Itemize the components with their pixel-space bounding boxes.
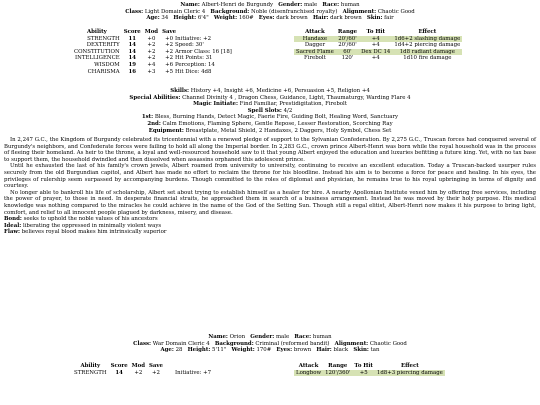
alignment-value: Chaotic Good [377, 8, 415, 15]
eyes-value: brown [293, 347, 312, 354]
backstory-paragraph: Until he exhausted the last of his family's crown jewels, Albert roamed from university to university, continuing to receive an excellent education. Today a Truscan-backed usurper rules securely from the old Burgundian capitol, and Albert has made no effort to reclaim the throne for his bloodline. Instead his aim is to become a force for peace and healing. In his eyes, the privileges of rulership seem surpassed by accompanying burdens. Though committed to the roles of diplomat and physician, he remains true to his royal upbringing in terms of dignity and courtesy. [4, 163, 536, 190]
ability-name: DEXTERITY [86, 42, 120, 49]
hit-dice-value: Hit Dice: 4d8 [175, 68, 212, 75]
flaw-line [4, 229, 536, 236]
char2-header [0, 334, 540, 354]
bond-text: seeks to uphold the noble values of his ancestors [23, 216, 158, 223]
height-label: Height: [187, 347, 211, 354]
char1-ability-table [72, 29, 178, 75]
attack-to-hit: +5 [359, 369, 368, 376]
bond-line [4, 216, 536, 223]
weight-value: 170# [256, 347, 272, 354]
attack-header: Attack [298, 363, 319, 369]
ability-score: 11 [128, 35, 136, 42]
magic-initiate-line [0, 101, 540, 108]
ability-score: 16 [128, 68, 136, 75]
ability-name: WISDOM [94, 61, 120, 68]
attack-to-hit: Dex DC 14 [361, 48, 391, 55]
to-hit-header: To Hit [366, 29, 385, 35]
age-label: Age: [160, 347, 174, 354]
age-label: Age: [146, 15, 160, 22]
ideal-text: liberating the oppressed in minimally violent ways [22, 222, 162, 229]
level2-spells: Calm Emotions, Flaming Sphere, Gentle Repose, Lesser Restoration, Scorching Ray [162, 120, 393, 127]
save-header: Save [162, 29, 177, 35]
age-value: 34 [161, 15, 169, 22]
equipment-line [0, 128, 540, 135]
bond-label: Bond: [4, 216, 22, 223]
range-header: Range [337, 29, 358, 35]
attack-range: 60' [343, 48, 352, 55]
attack-name: Longbow [296, 369, 322, 376]
background-value: Noble (disenfranchised royalty) [251, 8, 338, 15]
score-header: Score [123, 29, 141, 35]
ability-header: Ability [86, 29, 107, 35]
flaw-label: Flaw: [4, 229, 20, 236]
attack-range: 120' [341, 55, 354, 62]
ideal-label: Ideal: [4, 222, 22, 229]
gender-label: Gender: [250, 334, 275, 340]
attack-row [294, 36, 462, 43]
ability-save: +2 [152, 369, 160, 376]
ability-name: STRENGTH [87, 35, 120, 42]
skin-value: tan [370, 347, 380, 354]
attack-range: 20'/60' [338, 35, 357, 42]
ability-mod: +0 [147, 35, 156, 42]
class-value: War Domain Cleric 4 [152, 340, 210, 347]
character-name: Orion [229, 334, 246, 340]
ability-row [72, 62, 178, 69]
level2-label: 2nd: [147, 120, 161, 127]
eyes-label: Eyes: [258, 15, 275, 22]
char1-backstory [4, 137, 536, 236]
ability-name: INTELLIGENCE [75, 55, 120, 62]
attack-effect: 1d4+2 piercing damage [394, 42, 461, 49]
char2-derived-stats [173, 370, 213, 377]
hair-label: Hair: [316, 347, 332, 354]
gender-value: male [275, 334, 290, 340]
char2-class-line [0, 341, 540, 348]
char1-class-line [0, 9, 540, 16]
character-name: Albert-Henri de Burgundy [201, 2, 274, 8]
attack-name: Sacred Flame [296, 48, 334, 55]
ability-score: 14 [128, 42, 136, 49]
eyes-value: dark brown [276, 15, 308, 22]
ability-row [72, 69, 178, 76]
ability-mod: +2 [147, 55, 156, 62]
ideal-line [4, 223, 536, 230]
spell-slots-line [0, 108, 540, 115]
name-label: Name: [208, 334, 228, 340]
skin-value: fair [384, 15, 394, 22]
armor-class-value: Armor Class: 16 [18] [175, 48, 232, 55]
equipment-label: Equipment: [148, 127, 184, 134]
attack-to-hit: +4 [371, 35, 380, 42]
ability-save: +6 [165, 61, 174, 68]
slots-label: Spell Slots: [247, 107, 282, 114]
height-label: Height: [173, 15, 197, 22]
perception-value: Perception: 14 [175, 61, 215, 68]
background-label: Background: [210, 8, 250, 15]
height-value: 5'11" [212, 347, 227, 354]
mod-header: Mod [131, 363, 145, 369]
special-value: Channel Divinity 4 , Dragon Chess, Guidance, Light, Thaumaturgy, Warding Flare 4 [182, 94, 411, 101]
equipment-value: Breastplate, Metal Shield, 2 Handaxes, 2 Daggers, Holy Symbol, Chess Set [185, 127, 392, 134]
char2-ability-table [72, 363, 165, 376]
level1-label: 1st: [141, 114, 154, 121]
race-value: human [340, 2, 360, 8]
attack-row [294, 42, 462, 49]
ability-mod: +2 [147, 48, 156, 55]
skin-label: Skin: [366, 15, 383, 22]
background-value: Criminal (reformed bandit) [255, 340, 330, 347]
skin-label: Skin: [353, 347, 369, 354]
attack-to-hit: +4 [371, 55, 380, 62]
effect-header: Effect [418, 29, 437, 35]
eyes-label: Eyes: [276, 347, 293, 354]
ability-header: Ability [80, 363, 101, 369]
ability-save: +2 [165, 48, 174, 55]
initiative-value: Initiative: +2 [175, 35, 212, 42]
char2-identity-line [0, 334, 540, 341]
hit-points-value: Hit Points: 31 [175, 55, 213, 62]
ability-score: 14 [128, 55, 136, 62]
attack-effect: 1d8+3 piercing damage [376, 369, 443, 376]
ability-row [72, 370, 165, 377]
char1-attack-table [294, 29, 462, 62]
backstory-paragraph: In 2,247 G.C., the Kingdom of Burgundy celebrated its tricentennial with a renewed pledge of support to the Sylvanian Confederation. By 2,275 G.C., Truscan forces had conquered several of Burgundy's neighbors, and Confederate forces were failing to hold all along the Imperial border. In 2,283 G.C., crown prince Albert-Henri was born while the royal household was in the process of fleeing their homeland. As heir to the throne, a loyal and well-resourced household saw to it that young Albert enjoyed the education and luxuries befitting a future king. Yet, with no tax base to support them, the household dwindled and then dissolved when assassins orphaned this adolescent prince. [4, 137, 536, 163]
flaw-text: believes royal blood makes him intrinsically superior [21, 229, 167, 236]
alignment-value: Chaotic Good [369, 340, 407, 347]
char1-physical-line [0, 15, 540, 22]
hair-value: dark brown [330, 15, 362, 22]
ability-mod: +3 [147, 68, 156, 75]
ability-name: CHARISMA [87, 68, 120, 75]
class-value: Light Domain Cleric 4 [144, 8, 206, 15]
weight-label: Weight: [213, 15, 238, 22]
background-label: Background: [214, 340, 254, 347]
special-line [0, 95, 540, 102]
backstory-paragraph: No longer able to bankroll his life of scholarship, Albert set about trying to establish himself as a healer for hire. A nearby Apollonian Institute vexed him by offering free services, including the power of prayer, to those in need. In desperate financial straits, he approached them in search of a business arrangement. Instead he was moved by their holy purpose. His medical knowledge was nothing compared to the miracles he could achieve in the name of the God of the Setting Sun. Though still a regal elitist, Albert-Henri now makes it his purpose to bring light, comfort, and relief to all innocent people plagued by darkness, misery, and disease. [4, 189, 536, 216]
ability-save: +2 [165, 55, 174, 62]
attack-range: 20'/60' [338, 42, 357, 49]
attack-effect: 1d8 radiant damage [399, 48, 455, 55]
attack-row [294, 370, 445, 377]
ability-mod: +2 [147, 42, 156, 49]
char1-header [0, 2, 540, 22]
level1-spells: Bless, Burning Hands, Detect Magic, Faerie Fire, Guiding Bolt, Healing Word, Sanctuary [154, 114, 399, 121]
save-header: Save [149, 363, 163, 369]
speed-value: Speed: 30' [175, 42, 204, 49]
level2-spells-line [0, 121, 540, 128]
char1-features [0, 88, 540, 134]
attack-range: 120'/360' [325, 369, 351, 376]
special-label: Special Abilities: [129, 94, 181, 101]
attack-name: Handaxe [302, 35, 328, 42]
attack-effect: 1d6+2 slashing damage [394, 35, 461, 42]
alignment-label: Alignment: [342, 8, 377, 15]
score-header: Score [110, 363, 128, 369]
ability-score: 14 [128, 48, 136, 55]
attack-name: Dagger [304, 42, 326, 49]
alignment-label: Alignment: [334, 340, 369, 347]
ability-save: +0 [165, 35, 174, 42]
ability-save: +2 [165, 42, 174, 49]
char1-identity-line [0, 2, 540, 9]
attack-header: Attack [305, 29, 325, 35]
ability-name: CONSTITUTION [74, 48, 120, 55]
ability-row [72, 55, 178, 62]
attack-row [294, 55, 462, 62]
ability-row [72, 49, 178, 56]
name-label: Name: [180, 2, 200, 8]
magic-label: Magic Initiate: [193, 101, 238, 108]
gender-value: male [303, 2, 318, 8]
weight-value: 160# [238, 15, 254, 22]
hair-value: black [333, 347, 349, 354]
to-hit-header: To Hit [354, 363, 373, 369]
skills-label: Skills: [170, 88, 189, 94]
char2-attack-table [294, 363, 445, 376]
attack-to-hit: +4 [371, 42, 380, 49]
range-header: Range [328, 363, 348, 369]
skills-line [0, 88, 540, 95]
attack-effect: 1d10 fire damage [403, 55, 452, 62]
ability-row [72, 42, 178, 49]
skills-value: History +4, Insight +6, Medicine +6, Persuasion +5, Religion +4 [190, 88, 370, 94]
height-value: 6'4" [197, 15, 209, 22]
magic-value: Find Familiar, Prestidigitation, Firebolt [239, 101, 347, 108]
gender-label: Gender: [278, 2, 303, 8]
race-value: human [312, 334, 332, 340]
attack-row [294, 49, 462, 56]
level1-spells-line [0, 114, 540, 121]
ability-mod: +2 [134, 369, 143, 376]
mod-header: Mod [144, 29, 159, 35]
hair-label: Hair: [312, 15, 329, 22]
char2-physical-line [0, 347, 540, 354]
ability-mod: +4 [147, 61, 156, 68]
class-label: Class: [133, 340, 152, 347]
ability-score: 14 [115, 369, 123, 376]
ability-row [72, 36, 178, 43]
ability-name: STRENGTH [74, 369, 107, 376]
ability-save: +5 [165, 68, 174, 75]
age-value: 28 [175, 347, 183, 354]
effect-header: Effect [401, 363, 419, 369]
char1-derived-stats [173, 36, 234, 76]
class-label: Class: [125, 8, 144, 15]
race-label: Race: [294, 334, 312, 340]
weight-label: Weight: [231, 347, 255, 354]
ability-score: 19 [128, 61, 136, 68]
initiative-value: Initiative: +7 [175, 369, 212, 376]
race-label: Race: [322, 2, 340, 8]
attack-name: Firebolt [304, 55, 326, 62]
slots-value: 4/2 [283, 107, 293, 114]
